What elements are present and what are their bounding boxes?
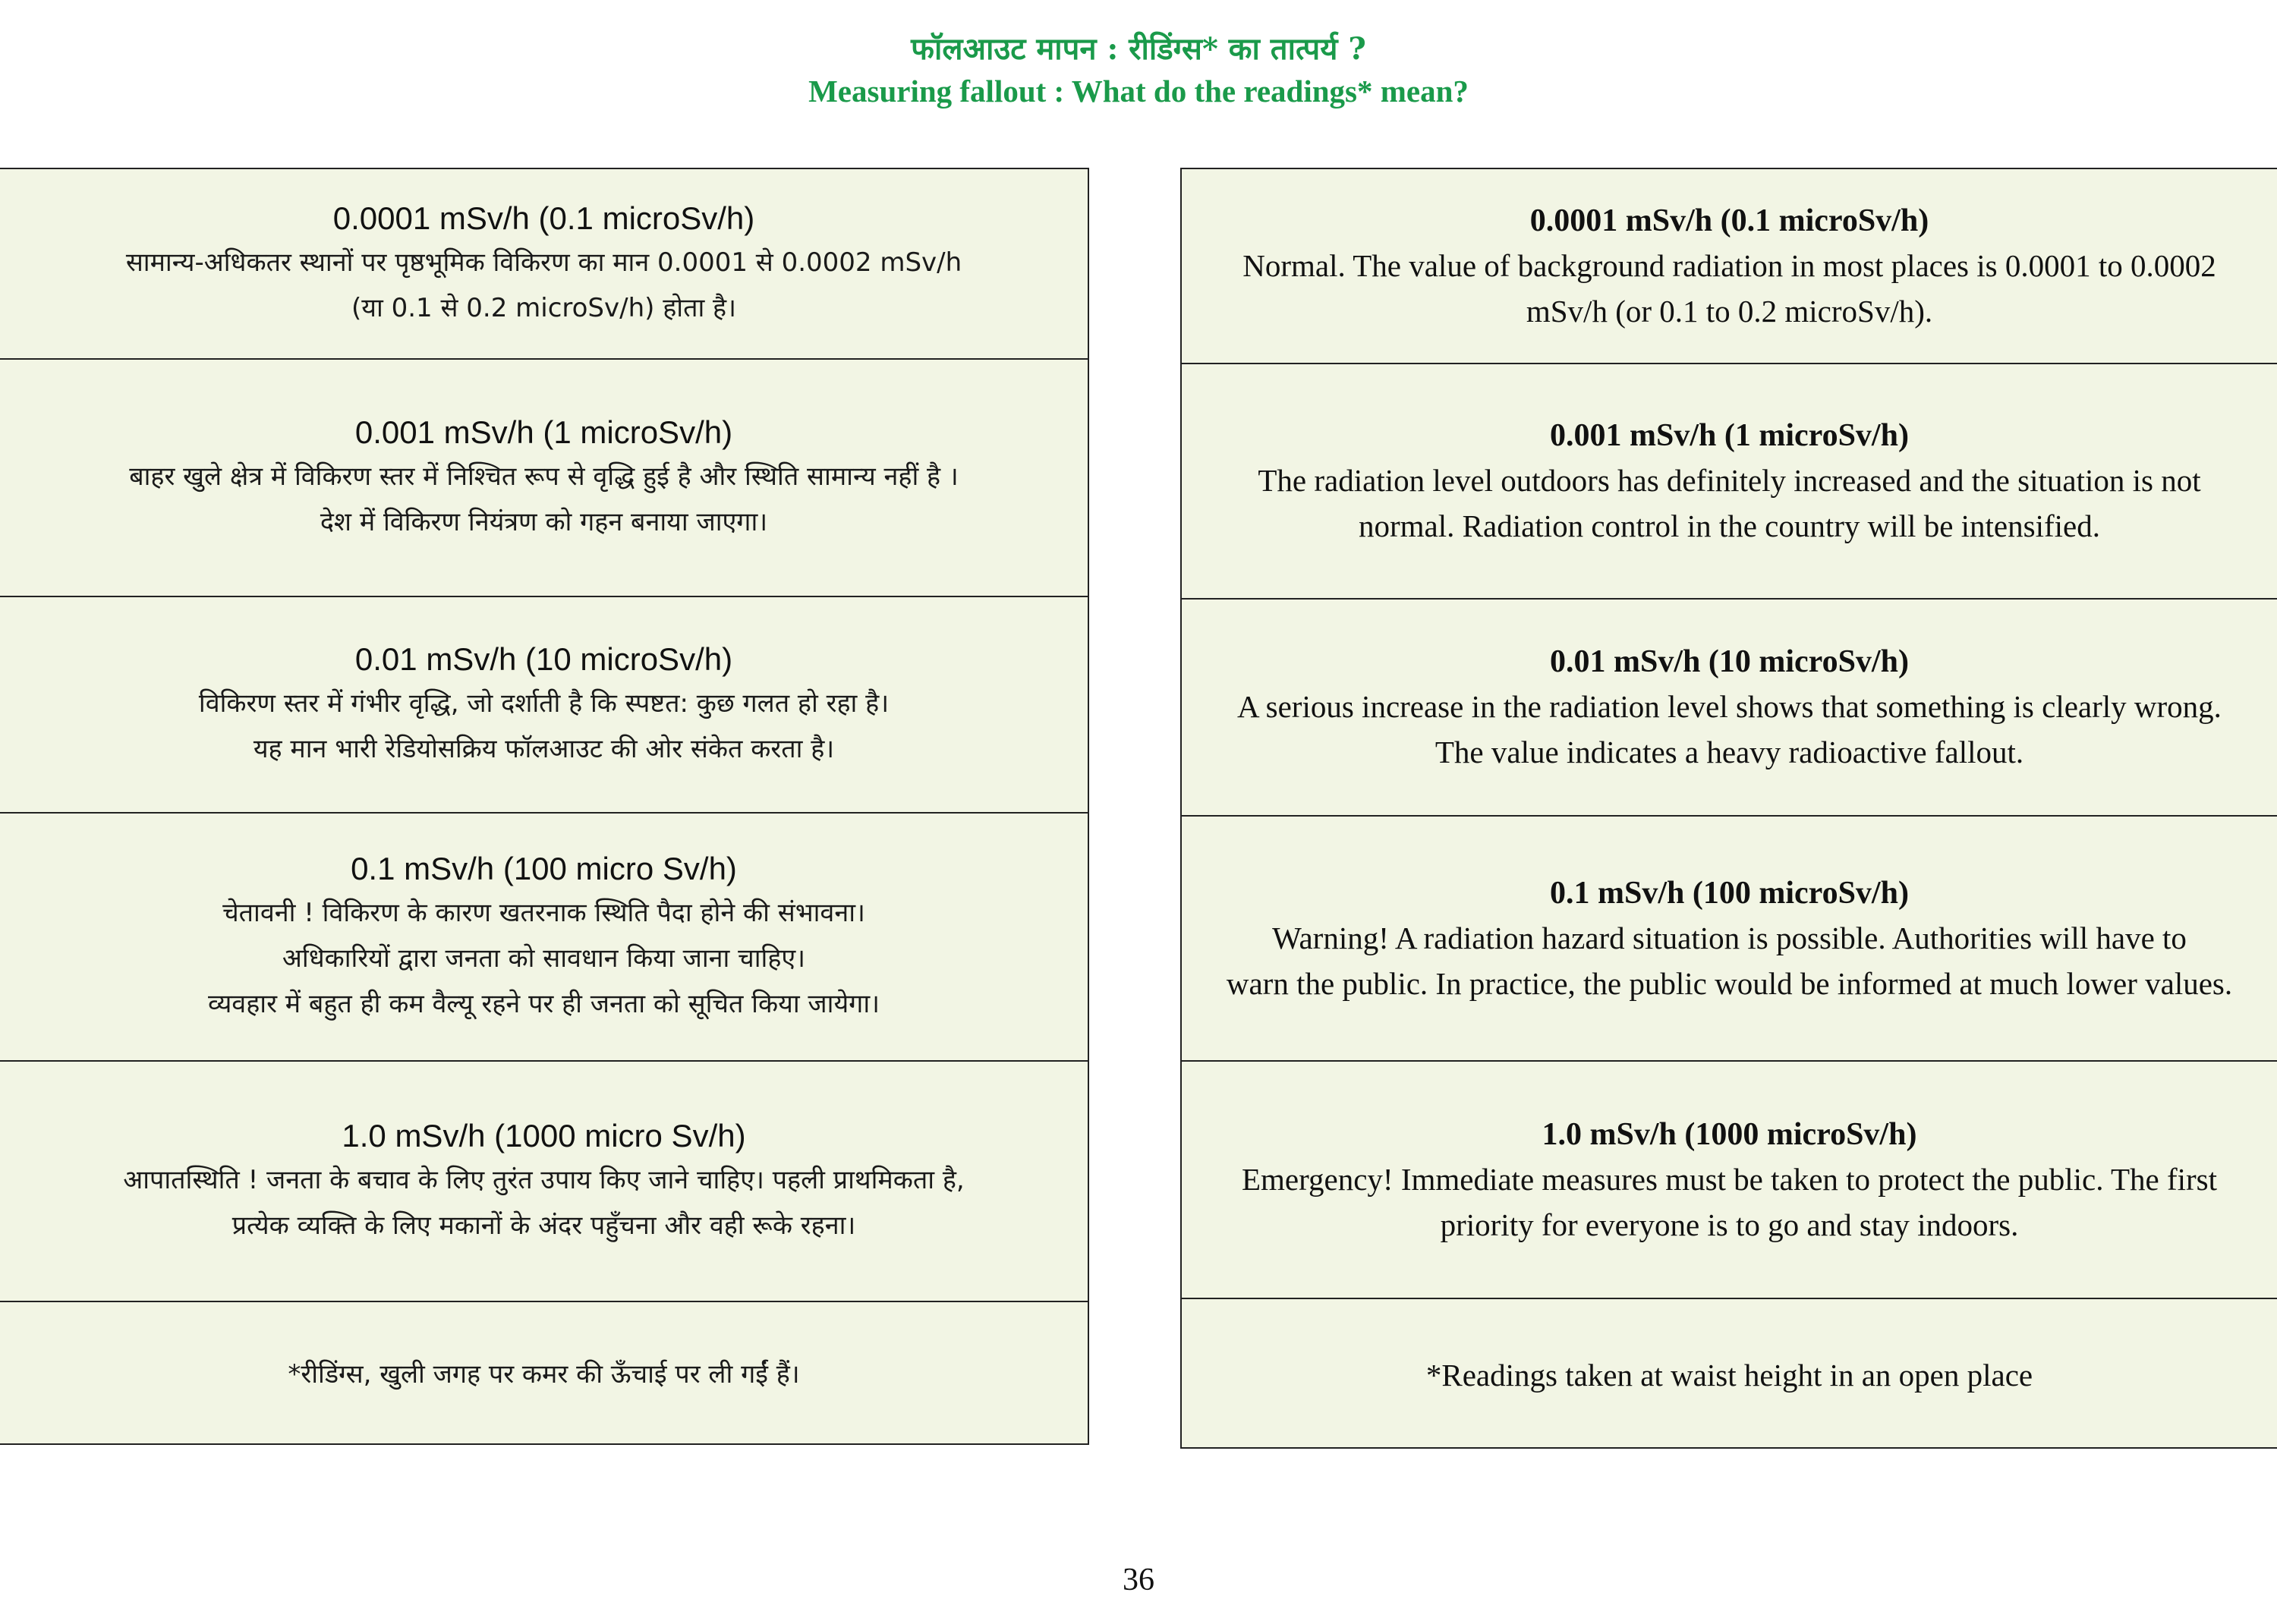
reading-heading: 1.0 mSv/h (1000 micro Sv/h): [342, 1117, 746, 1153]
reading-text-line: Emergency! Immediate measures must be taken to protect the public. The first: [1241, 1161, 2217, 1197]
reading-heading: 0.001 mSv/h (1 microSv/h): [354, 414, 733, 450]
english-row-emergency: [1182, 1062, 2277, 1299]
hindi-row-increased: [0, 360, 1088, 597]
reading-text-line: Normal. The value of background radiation in most places is 0.0001 to 0.0002: [1242, 247, 2216, 283]
english-row-normal: [1182, 169, 2277, 364]
reading-text-line: सामान्य-अधिकतर स्थानों पर पृष्ठभूमिक विकिरण का मान 0.0001 से 0.0002 mSv/h: [125, 247, 962, 278]
reading-text-line: Warning! A radiation hazard situation is possible. Authorities will have to: [1272, 920, 2187, 955]
reading-text-line: mSv/h (or 0.1 to 0.2 microSv/h).: [1526, 293, 1933, 329]
reading-heading: 0.1 mSv/h (100 micro Sv/h): [351, 850, 737, 886]
english-readings-table: [1180, 168, 2277, 1449]
reading-text-line: आपातस्थिति ! जनता के बचाव के लिए तुरंत उपाय किए जाने चाहिए। पहली प्राथमिकता है,: [123, 1164, 965, 1195]
reading-heading: 0.1 mSv/h (100 microSv/h): [1550, 875, 1909, 911]
reading-text-line: अधिकारियों द्वारा जनता को सावधान किया जाना चाहिए।: [282, 943, 806, 974]
reading-heading: 1.0 mSv/h (1000 microSv/h): [1542, 1116, 1917, 1152]
reading-text-line: normal. Radiation control in the country will be intensified.: [1359, 508, 2100, 543]
reading-text-line: देश में विकिरण नियंत्रण को गहन बनाया जाएगा।: [320, 506, 768, 537]
page-title-hindi: फॉलआउट मापन : रीडिंग्स* का तात्पर्य ?: [911, 31, 1366, 67]
hindi-row-normal: [0, 169, 1088, 360]
reading-text-line: The value indicates a heavy radioactive fallout.: [1435, 735, 2024, 770]
reading-heading: 0.01 mSv/h (10 microSv/h): [354, 640, 733, 677]
reading-text-line: चेतावनी ! विकिरण के कारण खतरनाक स्थिति पैदा होने की संभावना।: [222, 897, 865, 928]
reading-heading: 0.001 mSv/h (1 microSv/h): [1550, 418, 1909, 453]
hindi-row-footnote: [0, 1302, 1088, 1445]
reading-text-line: प्रत्येक व्यक्ति के लिए मकानों के अंदर पहुँचना और वही रूके रहना।: [231, 1210, 856, 1241]
reading-text-line: The radiation level outdoors has definitely increased and the situation is not: [1258, 463, 2201, 498]
reading-text-line: A serious increase in the radiation level shows that something is clearly wrong.: [1237, 689, 2222, 724]
reading-text-line: व्यवहार में बहुत ही कम वैल्यू रहने पर ही जनता को सूचित किया जायेगा।: [207, 988, 880, 1019]
reading-heading: 0.01 mSv/h (10 microSv/h): [1550, 644, 1909, 679]
hindi-row-warning: [0, 814, 1088, 1062]
page-title-english: Measuring fallout : What do the readings* mean?: [808, 74, 1469, 109]
footnote-text: *Readings taken at waist height in an open place: [1425, 1357, 2033, 1393]
reading-text-line: यह मान भारी रेडियोसक्रिय फॉलआउट की ओर संकेत करता है।: [253, 733, 835, 764]
reading-text-line: विकिरण स्तर में गंभीर वृद्धि, जो दर्शाती है कि स्पष्टत: कुछ गलत हो रहा है।: [198, 688, 890, 719]
reading-text-line: warn the public. In practice, the public would be informed at much lower values.: [1226, 965, 2233, 1001]
reading-heading: 0.0001 mSv/h (0.1 microSv/h): [332, 200, 755, 236]
english-row-serious: [1182, 600, 2277, 817]
page-number: 36: [1123, 1563, 1154, 1597]
reading-text-line: (या 0.1 से 0.2 microSv/h) होता है।: [351, 292, 736, 323]
reading-heading: 0.0001 mSv/h (0.1 microSv/h): [1529, 203, 1929, 238]
hindi-row-serious: [0, 597, 1088, 814]
english-row-increased: [1182, 364, 2277, 600]
hindi-row-emergency: [0, 1062, 1088, 1302]
footnote-text: *रीडिंग्स, खुली जगह पर कमर की ऊँचाई पर ली गईं हैं।: [288, 1359, 800, 1390]
hindi-readings-table: [0, 168, 1089, 1445]
english-row-warning: [1182, 817, 2277, 1062]
english-row-footnote: [1182, 1299, 2277, 1449]
reading-text-line: बाहर खुले क्षेत्र में विकिरण स्तर में निश्चित रूप से वृद्धि हुई है और स्थिति सामान्य नहीं है ।: [129, 461, 959, 492]
reading-text-line: priority for everyone is to go and stay indoors.: [1440, 1207, 2019, 1242]
